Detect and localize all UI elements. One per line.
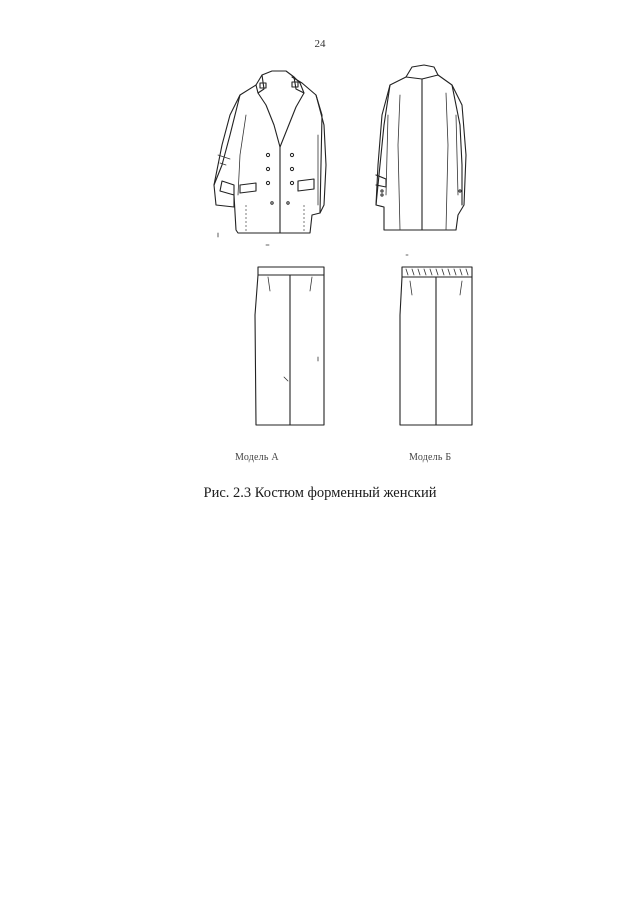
skirt-model-a-drawing bbox=[255, 267, 324, 425]
jacket-front-drawing bbox=[214, 71, 326, 233]
figure-caption: Рис. 2.3 Костюм форменный женский bbox=[203, 485, 437, 501]
jacket-back-drawing bbox=[376, 65, 466, 230]
model-b-label: Модель Б bbox=[409, 452, 452, 463]
model-a-label: Модель А bbox=[235, 452, 279, 463]
costume-figure bbox=[200, 55, 500, 440]
page-number: 24 bbox=[314, 38, 326, 50]
skirt-model-b-drawing bbox=[400, 267, 472, 425]
